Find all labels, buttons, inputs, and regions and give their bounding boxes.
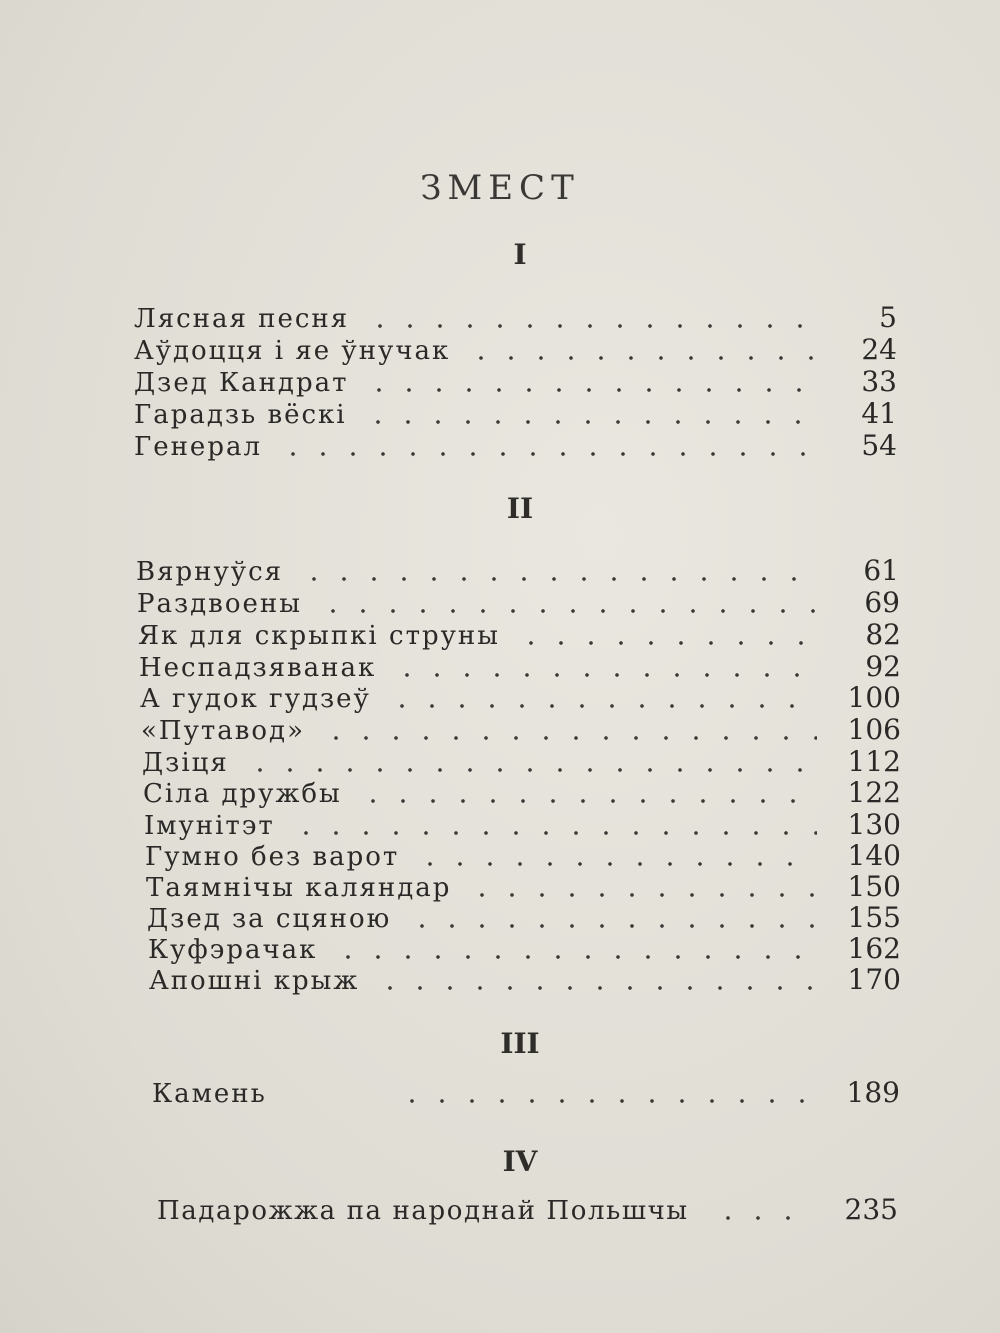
toc-entry (143, 777, 901, 809)
toc-entry-title: Як для скрыпкі струны (138, 621, 500, 651)
toc-entry (139, 651, 901, 683)
dot-leader (415, 862, 817, 866)
dot-leader (291, 831, 817, 835)
toc-entry-page: 155 (847, 901, 901, 934)
toc-entry (144, 809, 901, 841)
toc-entry-title: Дзед за сцяною (147, 904, 392, 934)
dot-leader (392, 673, 817, 677)
section-heading-1: I (513, 238, 527, 271)
toc-entry (134, 334, 897, 366)
dot-leader (387, 704, 817, 708)
dot-leader (278, 452, 813, 456)
toc-entry (152, 1077, 900, 1109)
dot-leader (321, 736, 817, 740)
toc-entry-title: Гарадзь вёскі (134, 400, 347, 430)
dot-leader (245, 768, 817, 772)
toc-entry-title: Вярнуўся (136, 557, 284, 587)
dot-leader (364, 388, 813, 392)
dot-leader (466, 356, 813, 360)
toc-entry-page: 122 (847, 776, 901, 809)
toc-entry-page: 130 (847, 808, 901, 841)
toc-entry-page: 5 (879, 301, 897, 334)
toc-entry (134, 302, 897, 334)
toc-entry-page: 61 (863, 554, 899, 587)
toc-entry-title: Лясная песня (134, 304, 350, 334)
toc-entry-title: Раздвоены (137, 589, 302, 619)
toc-entry-page: 92 (865, 650, 901, 683)
toc-entry-page: 189 (846, 1076, 900, 1109)
toc-entry-page: 140 (847, 839, 901, 872)
toc-entry-title: Таямнічы каляндар (146, 873, 452, 903)
dot-leader (375, 986, 817, 990)
toc-entry (134, 398, 897, 430)
toc-entry-title: Імунітэт (144, 811, 275, 841)
toc-entry (134, 430, 897, 462)
section-heading-3: III (500, 1027, 540, 1060)
toc-entry-title: Аўдоцця і яе ўнучак (134, 336, 451, 366)
dot-leader (318, 609, 816, 613)
toc-entry-page: 33 (861, 365, 897, 398)
toc-entry-title: Генерал (134, 432, 262, 462)
dot-leader (397, 1099, 816, 1103)
toc-entry (157, 1194, 898, 1226)
dot-leader (407, 924, 817, 928)
dot-leader (467, 893, 817, 897)
toc-entry (136, 555, 899, 587)
section-heading-4: IV (502, 1145, 538, 1178)
toc-entry (148, 933, 901, 965)
toc-entry-title: Камень (152, 1079, 267, 1109)
toc-entry-page: 100 (847, 681, 901, 714)
page-title: ЗМЕСТ (420, 168, 580, 208)
toc-entry-page: 82 (865, 618, 901, 651)
toc-entry (149, 964, 901, 996)
toc-entry (147, 902, 901, 934)
section-heading-2: II (506, 492, 534, 525)
toc-entry-title: «Путавод» (141, 716, 305, 746)
toc-entry-page: 235 (844, 1193, 898, 1226)
toc-entry (140, 682, 901, 714)
toc-entry-page: 112 (847, 745, 901, 778)
toc-entry-title: Дзіця (142, 748, 229, 778)
dot-leader (299, 577, 815, 581)
toc-entry-page: 41 (861, 397, 897, 430)
toc-entry-title: Сіла дружбы (143, 779, 342, 809)
toc-entry (145, 840, 901, 872)
toc-entry-page: 106 (847, 713, 901, 746)
toc-entry (141, 714, 901, 746)
toc-entry-title: Дзед Кандрат (134, 368, 349, 398)
dot-leader (333, 955, 817, 959)
toc-entry (137, 587, 900, 619)
toc-entry-title: Гумно без варот (145, 842, 400, 872)
toc-entry-title: Куфэрачак (148, 935, 318, 965)
toc-entry-page: 162 (847, 932, 901, 965)
toc-entry-title: А гудок гудзеў (140, 684, 371, 714)
dot-leader (358, 799, 817, 803)
dot-leader (516, 641, 817, 645)
toc-entry (134, 366, 897, 398)
toc-entry-page: 24 (861, 333, 897, 366)
toc-entry-title: Апошні крыж (149, 966, 360, 996)
toc-entry-title: Неспадзяванак (139, 653, 377, 683)
toc-entry-page: 69 (864, 586, 900, 619)
dot-leader (713, 1216, 814, 1220)
toc-entry (146, 871, 901, 903)
toc-entry-title: Падарожжа па народнай Польшчы (157, 1196, 689, 1226)
toc-entry-page: 170 (847, 963, 901, 996)
toc-entry-page: 54 (861, 429, 897, 462)
toc-entry (142, 746, 901, 778)
dot-leader (363, 420, 813, 424)
dot-leader (365, 324, 813, 328)
toc-entry-page: 150 (847, 870, 901, 903)
toc-entry (138, 619, 901, 651)
